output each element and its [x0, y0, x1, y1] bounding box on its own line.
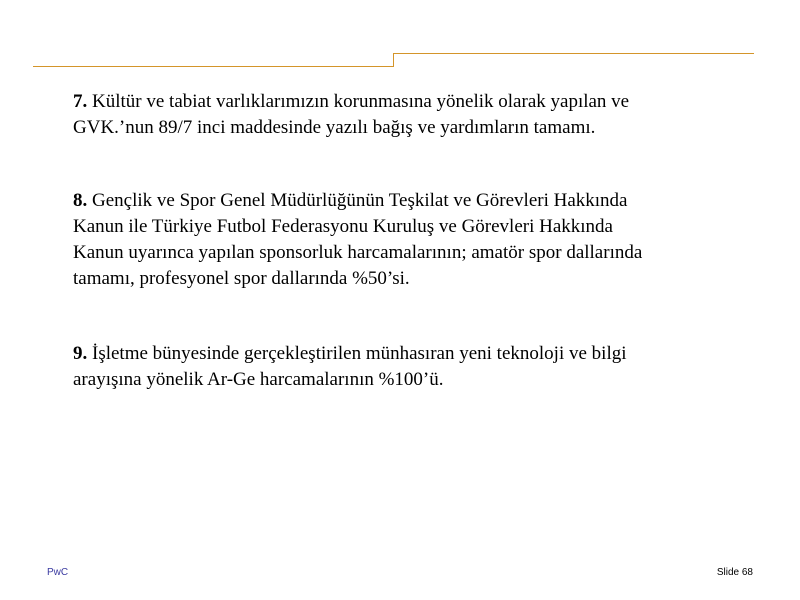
item-9-number: 9.: [73, 343, 88, 364]
list-item-7: [73, 89, 753, 141]
item-8-line-2: Kanun ile Türkiye Futbol Federasyonu Kuruluş ve Görevleri Hakkında: [73, 216, 613, 237]
item-8-line-4: tamamı, profesyonel spor dallarında %50’si.: [73, 268, 410, 289]
item-7-line-1: [73, 89, 753, 115]
item-8-line-1: [73, 188, 753, 214]
list-item-8: [73, 188, 753, 292]
item-7-line-2: GVK.’nun 89/7 inci maddesinde yazılı bağış ve yardımların tamamı.: [73, 117, 596, 138]
item-7-text-1: Kültür ve tabiat varlıklarımızın korunmasına yönelik olarak yapılan ve: [87, 91, 630, 112]
item-9-text-1: İşletme bünyesinde gerçekleştirilen münhasıran yeni teknoloji ve bilgi: [87, 343, 627, 364]
header-rule-right: [393, 53, 754, 54]
item-9-line-2: arayışına yönelik Ar-Ge harcamalarının %100’ü.: [73, 369, 444, 390]
header-rule-left: [33, 66, 394, 67]
header-rule-step: [393, 53, 394, 67]
item-7-number: 7.: [73, 91, 88, 112]
item-9-line-1: [73, 341, 753, 367]
footer-brand: PwC: [47, 567, 69, 578]
item-8-text-1: Gençlik ve Spor Genel Müdürlüğünün Teşkilat ve Görevleri Hakkında: [87, 190, 628, 211]
list-item-9: [73, 341, 753, 393]
item-8-number: 8.: [73, 190, 88, 211]
item-8-line-3: Kanun uyarınca yapılan sponsorluk harcamalarının; amatör spor dallarında: [73, 242, 643, 263]
slide-number: Slide 68: [716, 567, 753, 578]
